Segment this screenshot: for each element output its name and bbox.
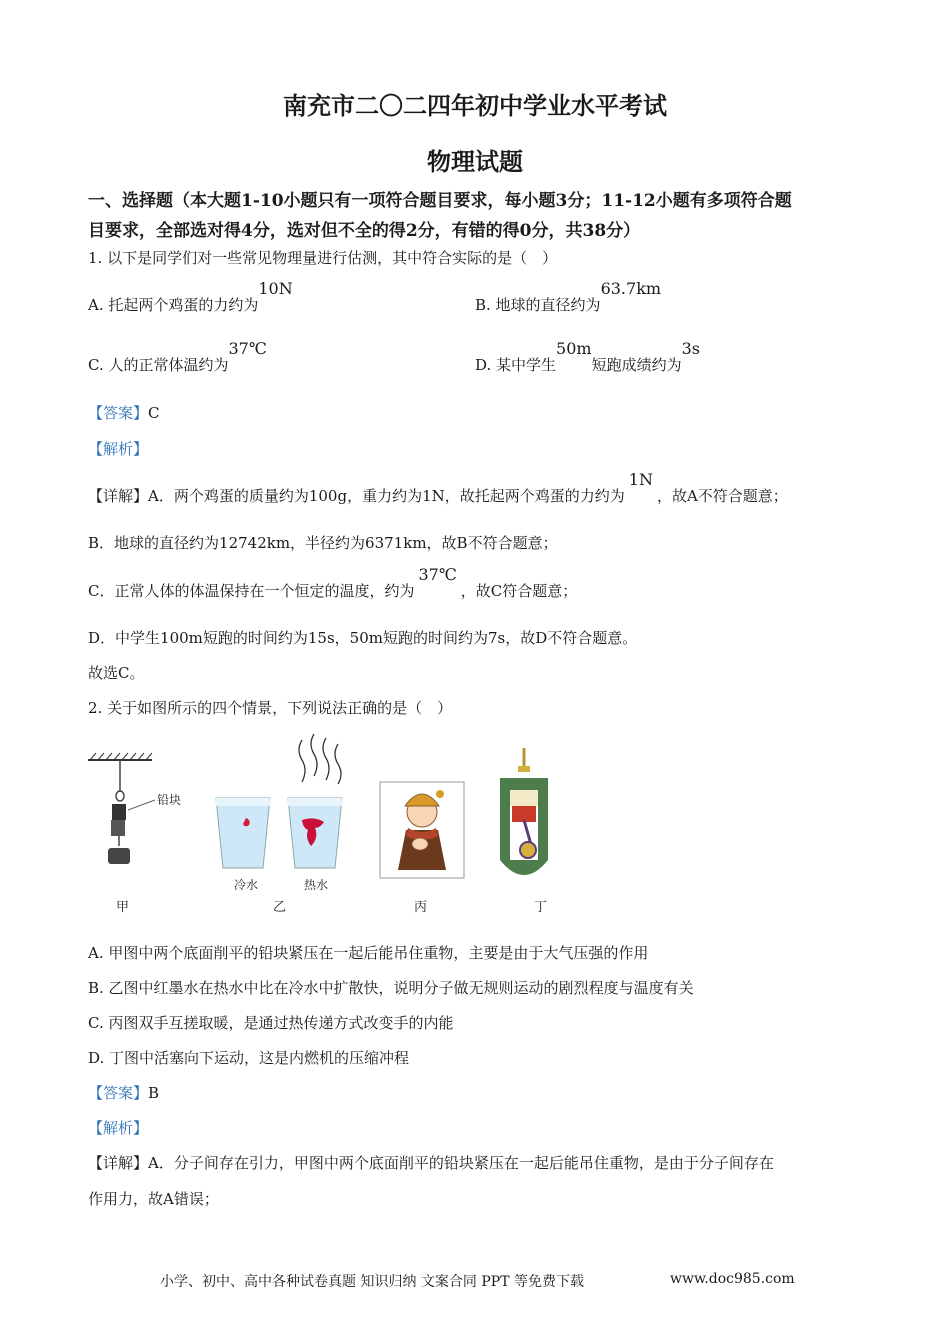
q2-stem: 2. 关于如图所示的四个情景，下列说法正确的是（ ） <box>88 699 453 717</box>
q1-option-d-value2: 3s <box>681 339 700 358</box>
q1-detail-d: D．中学生100m短跑的时间约为15s，50m短跑的时间约为7s，故D不符合题意。 <box>88 629 638 647</box>
q2-detail-label: 【详解】 <box>88 1154 149 1172</box>
section-heading-line1: 一、选择题（本大题1-10小题只有一项符合题目要求，每小题3分；11-12小题有多项符合题 <box>88 191 792 211</box>
q1-option-a-value: 10N <box>258 279 293 298</box>
figure-hot-label: 热水 <box>304 878 329 892</box>
q1-detail-c <box>88 565 578 601</box>
q1-detail-a-value: 1N <box>628 470 653 489</box>
q2-detail-a-line2: 作用力，故A错误； <box>88 1190 219 1208</box>
q1-stem: 1. 以下是同学们对一些常见物理量进行估测，其中符合实际的是（ ） <box>88 249 558 267</box>
figure-cold-label: 冷水 <box>234 878 259 892</box>
q1-option-d-text1: D. 某中学生 <box>475 356 557 374</box>
q1-answer-value: C <box>148 404 160 422</box>
q1-option-c-value: 37℃ <box>228 339 267 358</box>
figure-caption-jia: 甲 <box>116 900 130 915</box>
q1-detail-c-tail: ，故C符合题意； <box>460 582 578 600</box>
figure-ding-engine <box>500 748 548 915</box>
q2-option-c: C. 丙图双手互搓取暖，是通过热传递方式改变手的内能 <box>88 1014 454 1032</box>
page-subtitle: 物理试题 <box>427 147 523 176</box>
q2-option-d: D. 丁图中活塞向下运动，这是内燃机的压缩冲程 <box>88 1049 410 1067</box>
q1-option-d-value1: 50m <box>556 339 592 358</box>
q1-option-d <box>475 339 700 375</box>
q1-detail-label: 【详解】 <box>88 487 149 505</box>
figure-caption-ding: 丁 <box>534 900 548 915</box>
footer-text: 小学、初中、高中各种试卷真题 知识归纳 文案合同 PPT 等免费下载 <box>160 1274 584 1290</box>
figure-caption-yi: 乙 <box>273 900 287 915</box>
q1-option-c-text: C. 人的正常体温约为 <box>88 356 229 374</box>
q1-analysis-label: 【解析】 <box>88 440 149 458</box>
q1-option-b <box>475 279 662 315</box>
figure-caption-bing: 丙 <box>414 900 428 915</box>
q2-figure <box>80 730 600 920</box>
q1-detail-a <box>88 470 788 506</box>
q1-option-b-text: B. 地球的直径约为 <box>475 296 601 314</box>
page-title: 南充市二〇二四年初中学业水平考试 <box>283 91 667 120</box>
q1-option-d-text2: 短跑成绩约为 <box>591 356 682 374</box>
q2-detail-a-text1: A．分子间存在引力，甲图中两个底面削平的铅块紧压在一起后能吊住重物，是由于分子间存在 <box>148 1154 774 1172</box>
footer-site-link[interactable]: www.doc985.com <box>670 1271 795 1287</box>
q2-option-b: B. 乙图中红墨水在热水中比在冷水中扩散快，说明分子做无规则运动的剧烈程度与温度有关 <box>88 979 694 997</box>
figure-yi-cups <box>216 734 342 915</box>
figure-lead-label: 铅块 <box>157 793 182 807</box>
q1-detail-a-text: A．两个鸡蛋的质量约为100g，重力约为1N，故托起两个鸡蛋的力约为 <box>148 487 625 505</box>
q1-detail-c-value: 37℃ <box>418 565 457 584</box>
q2-answer-value: B <box>148 1084 160 1102</box>
q1-option-c <box>88 339 267 375</box>
q1-option-a <box>88 279 293 315</box>
q2-answer-label: 【答案】 <box>88 1084 149 1102</box>
q1-detail-a-tail: ，故A不符合题意； <box>656 487 788 505</box>
q2-option-a: A. 甲图中两个底面削平的铅块紧压在一起后能吊住重物，主要是由于大气压强的作用 <box>88 944 649 962</box>
q1-detail-c-text: C．正常人体的体温保持在一个恒定的温度，约为 <box>88 582 415 600</box>
figure-jia-lead-blocks <box>88 753 181 915</box>
q1-answer <box>88 402 160 423</box>
q2-answer <box>88 1082 159 1103</box>
q1-answer-label: 【答案】 <box>88 404 149 422</box>
q2-analysis-label: 【解析】 <box>88 1119 149 1137</box>
figure-bing-child <box>380 782 464 915</box>
q1-option-a-text: A. 托起两个鸡蛋的力约为 <box>88 296 259 314</box>
section-heading-line2: 目要求，全部选对得4分，选对但不全的得2分，有错的得0分，共38分） <box>88 221 641 241</box>
q1-conclusion: 故选C。 <box>88 664 145 682</box>
q2-detail-a-line1 <box>88 1152 774 1173</box>
q1-detail-b: B．地球的直径约为12742km，半径约为6371km，故B不符合题意； <box>88 534 558 552</box>
q1-option-b-value: 63.7km <box>600 279 662 298</box>
